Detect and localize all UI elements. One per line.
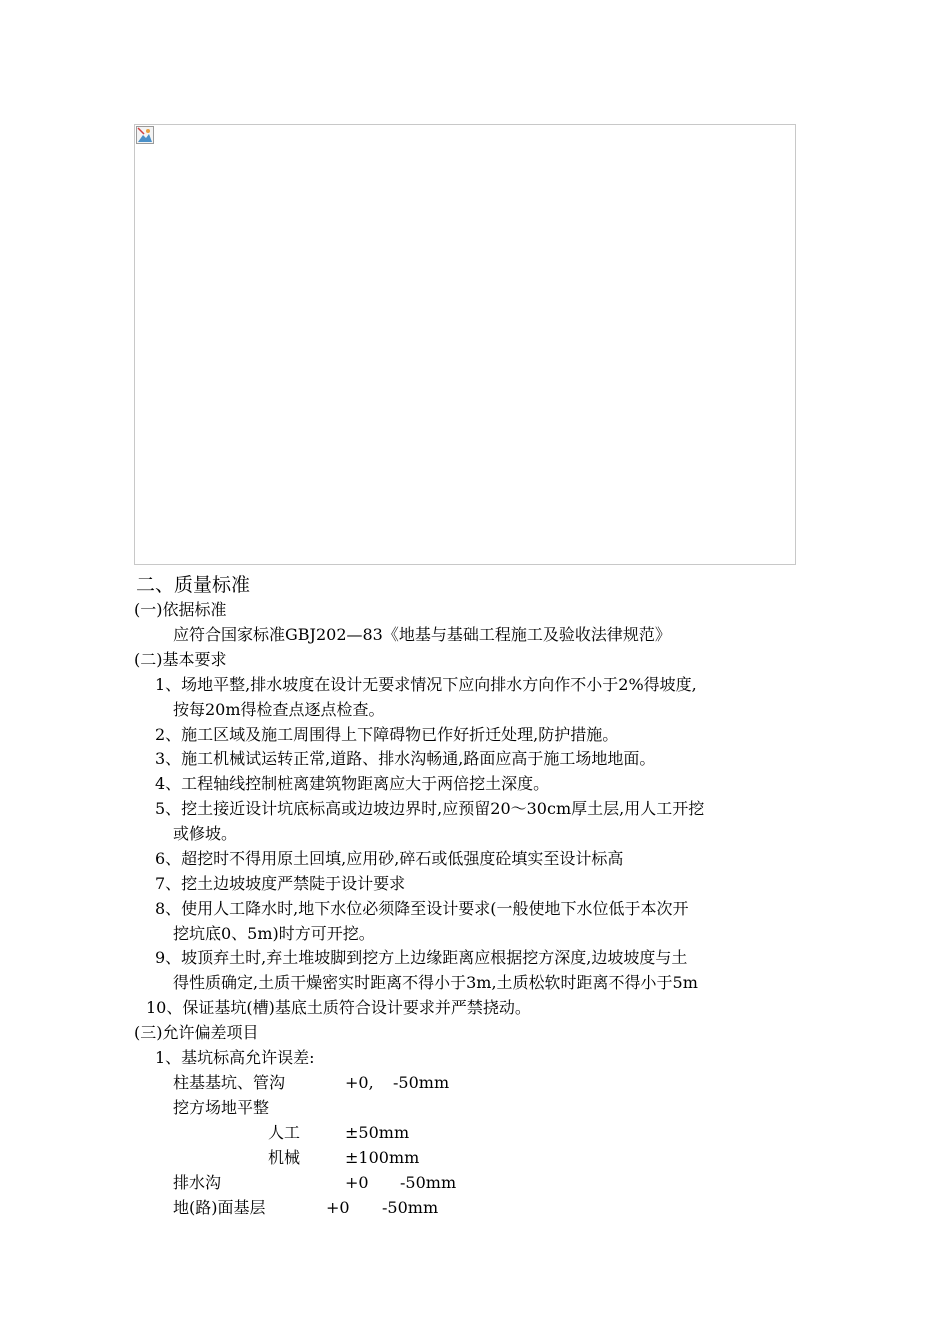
tolerance-row-name: 地(路)面基层 <box>173 1198 266 1217</box>
requirement-line: 4、工程轴线控制桩离建筑物距离应大于两倍挖土深度。 <box>155 774 550 793</box>
tolerance-row-lower: -50mm <box>382 1198 439 1217</box>
tolerance-row-upper: +0, <box>345 1073 374 1092</box>
tolerance-row-lower: -50mm <box>393 1073 450 1092</box>
requirement-line: 挖坑底0、5m)时方可开挖。 <box>173 924 375 943</box>
requirement-line: 6、超挖时不得用原土回填,应用砂,碎石或低强度砼填实至设计标高 <box>155 849 624 868</box>
image-placeholder <box>134 124 796 565</box>
requirement-line: 10、保证基坑(槽)基底土质符合设计要求并严禁挠动。 <box>146 998 531 1017</box>
requirement-line: 8、使用人工降水时,地下水位必须降至设计要求(一般使地下水位低于本次开 <box>155 899 689 918</box>
section-title: 二、质量标准 <box>136 574 251 596</box>
requirement-line: 7、挖土边坡坡度严禁陡于设计要求 <box>155 874 406 893</box>
requirement-line: 得性质确定,土质干燥密实时距离不得小于3m,土质松软时距离不得小于5m <box>173 973 698 992</box>
tolerance-row-name: 挖方场地平整 <box>173 1098 270 1117</box>
tolerance-row-upper: +0 <box>345 1173 369 1192</box>
tolerance-row-value: ±100mm <box>345 1148 420 1167</box>
broken-image-icon <box>136 126 154 144</box>
tolerance-row-name: 人工 <box>268 1123 301 1142</box>
requirement-line: 9、坡顶弃土时,弃土堆坡脚到挖方上边缘距离应根据挖方深度,边坡坡度与土 <box>155 948 688 967</box>
requirement-line: 或修坡。 <box>173 824 238 843</box>
requirement-line: 2、施工区域及施工周围得上下障碍物已作好折迁处理,防护措施。 <box>155 725 619 744</box>
requirement-line: 5、挖土接近设计坑底标高或边坡边界时,应预留20～30cm厚土层,用人工开挖 <box>155 799 705 818</box>
tolerances-title: (三)允许偏差项目 <box>134 1023 259 1042</box>
tolerance-row-lower: -50mm <box>400 1173 457 1192</box>
tolerance-row-name: 排水沟 <box>173 1173 222 1192</box>
tolerance-row-upper: +0 <box>326 1198 350 1217</box>
requirements-title: (二)基本要求 <box>134 650 227 669</box>
tolerance-row-name: 机械 <box>268 1148 301 1167</box>
requirement-line: 1、场地平整,排水坡度在设计无要求情况下应向排水方向作不小于2%得坡度, <box>155 675 697 694</box>
requirement-line: 3、施工机械试运转正常,道路、排水沟畅通,路面应高于施工场地地面。 <box>155 749 656 768</box>
requirement-line: 按每20m得检查点逐点检查。 <box>173 700 385 719</box>
tolerance-item-title: 1、基坑标高允许误差: <box>155 1048 315 1067</box>
basis-title: (一)依据标准 <box>134 600 227 619</box>
tolerance-row-name: 柱基基坑、管沟 <box>173 1073 286 1092</box>
basis-text: 应符合国家标准GBJ202—83《地基与基础工程施工及验收法律规范》 <box>173 625 671 644</box>
tolerance-row-value: ±50mm <box>345 1123 410 1142</box>
